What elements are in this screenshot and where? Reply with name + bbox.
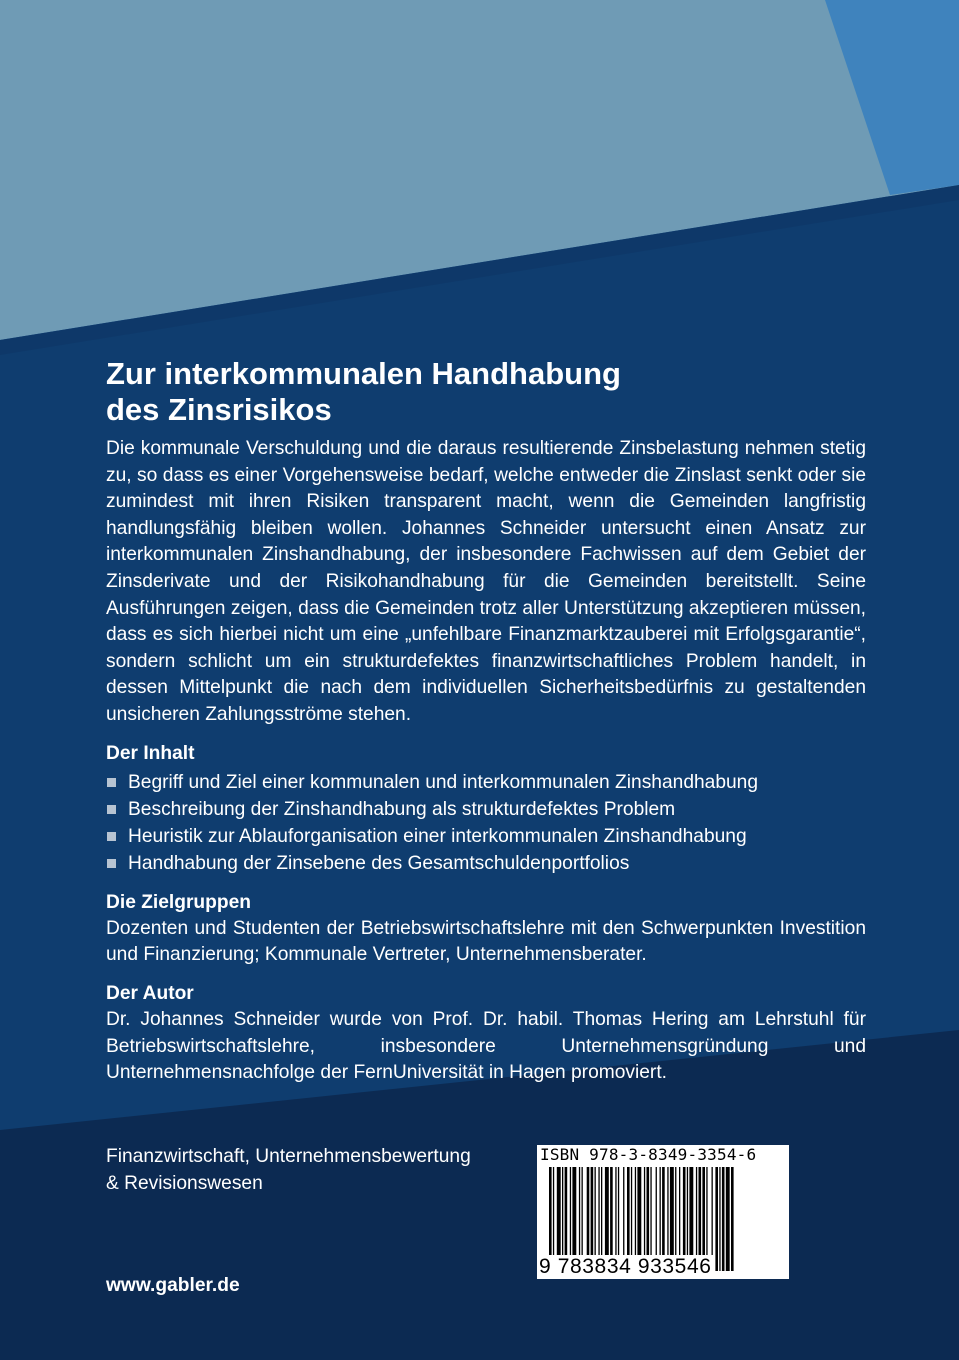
inhalt-heading: Der Inhalt	[106, 742, 195, 764]
bullet-square-icon	[107, 832, 116, 841]
bullet-square-icon	[107, 859, 116, 868]
list-item	[106, 850, 866, 877]
intro-text: Die kommunale Verschuldung und die daraus resultierende Zinsbelastung nehmen stetig zu, so dass es einer Vorgehensweise bedarf, welche entweder die Zinslast senkt oder sie zumindest mit ihren Risiken transparent macht, wenn die Gemeinden langfristig handlungsfähig bleiben wollen. Johannes Schneider untersucht einen Ansatz zur interkommunalen Zinshandhabung, der insbesondere Fachwissen auf dem Gebiet der Zinsderivate und der Risikohandhabung für die Gemeinden bereitstellt. Seine Ausführungen zeigen, dass die Gemeinden trotz aller Unterstützung akzeptieren müssen, dass es sich hierbei nicht um eine „unfehlbare Finanzmarktzauberei mit Erfolgsgarantie“, sondern schlicht um ein strukturdefektes finanzwirtschaftliches Problem handelt, in dessen Mittelpunkt die nach dem individuellen Sicherheitsbedürfnis zu gestaltenden unsicheren Zahlungsströme stehen.	[106, 438, 866, 725]
barcode-bar	[719, 1167, 720, 1271]
zielgruppen-text: Dozenten und Studenten der Betriebswirtschaftslehre mit den Schwerpunkten Investition und Finanzierung; Kommunale Vertreter, Unternehmensberater.	[106, 917, 866, 966]
series-line-2: & Revisionswesen	[106, 1173, 263, 1194]
barcode-bar	[731, 1167, 734, 1271]
barcode-bar	[722, 1167, 725, 1271]
zielgruppen-heading: Die Zielgruppen	[106, 891, 251, 913]
title-line-2: des Zinsrisikos	[106, 392, 332, 427]
isbn-barcode	[537, 1145, 789, 1279]
series-line-1: Finanzwirtschaft, Unternehmensbewertung	[106, 1146, 471, 1167]
title-line-1: Zur interkommunalen Handhabung	[106, 356, 621, 391]
series-name	[106, 1143, 531, 1197]
autor-text: Dr. Johannes Schneider wurde von Prof. Dr. habil. Thomas Hering am Lehrstuhl für Betriebswirtschaftslehre, insbesondere Unternehmensgründung und Unternehmensnachfolge der FernUniversität in Hagen promoviert.	[106, 1008, 866, 1084]
barcode-bar	[715, 1167, 718, 1271]
list-item	[106, 796, 866, 823]
inhalt-list	[106, 769, 866, 878]
bullet-square-icon	[107, 778, 116, 787]
book-title	[106, 356, 866, 428]
barcode-bar	[726, 1167, 730, 1271]
list-item-text: Beschreibung der Zinshandhabung als strukturdefektes Problem	[128, 798, 676, 820]
publisher-website: www.gabler.de	[106, 1275, 240, 1296]
list-item-text: Heuristik zur Ablauforganisation einer interkommunalen Zinshandhabung	[128, 826, 747, 848]
isbn-label: ISBN 978-3-8349-3354-6	[540, 1145, 757, 1164]
autor-heading: Der Autor	[106, 982, 194, 1004]
bullet-square-icon	[107, 805, 116, 814]
list-item-text: Handhabung der Zinsebene des Gesamtschuldenportfolios	[128, 853, 630, 875]
ean-number: 9 783834 933546	[539, 1255, 712, 1278]
list-item-text: Begriff und Ziel einer kommunalen und interkommunalen Zinshandhabung	[128, 771, 759, 793]
list-item	[106, 769, 866, 796]
list-item	[106, 823, 866, 850]
main-content	[106, 356, 866, 1087]
